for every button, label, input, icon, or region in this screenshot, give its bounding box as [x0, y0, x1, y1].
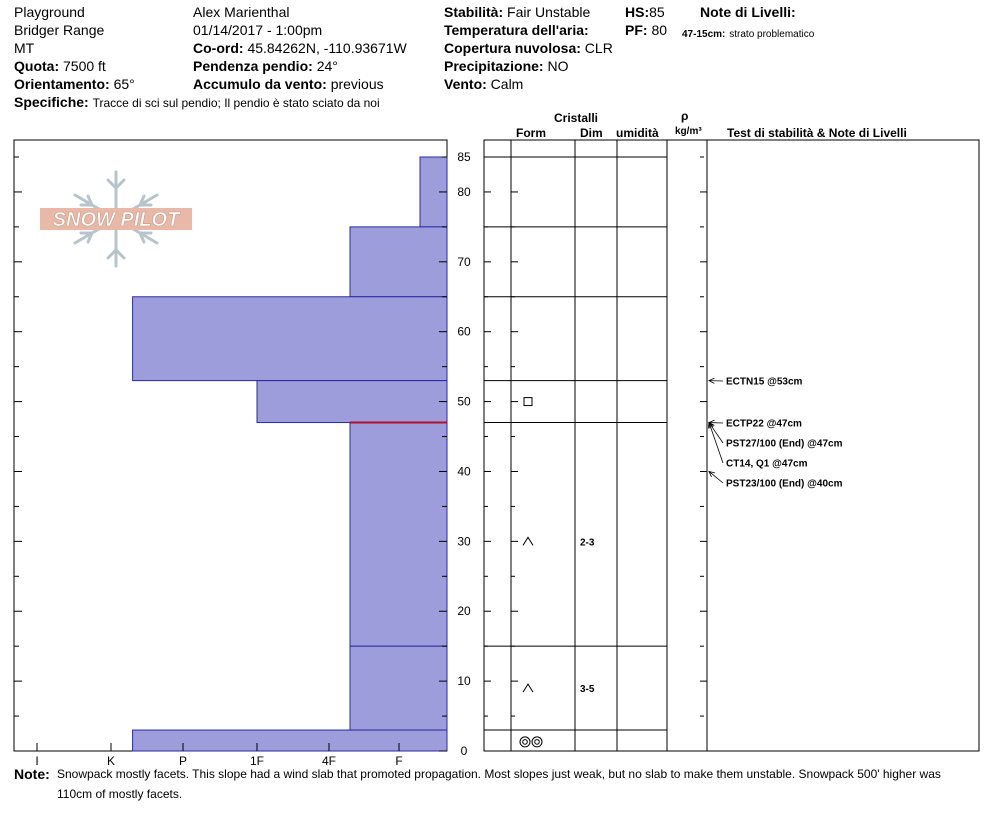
depth-tick-label: 50 — [457, 394, 471, 409]
coord-value: 45.84262N, -110.93671W — [247, 40, 407, 56]
stability-test-label: PST27/100 (End) @47cm — [726, 438, 843, 450]
range-name: Bridger Range — [14, 22, 105, 38]
depth-tick-label: 80 — [457, 184, 471, 199]
melt-outer-ring — [532, 737, 542, 747]
stability-test-label: ECTN15 @53cm — [726, 376, 803, 388]
layer-notes-label: Note di Livelli: — [700, 4, 796, 20]
crystal-entries — [520, 398, 595, 747]
melt-outer-ring — [520, 737, 530, 747]
stability-value: Fair Unstable — [507, 4, 591, 20]
hardness-tick-label: F — [395, 754, 403, 768]
hs-label: HS: — [625, 4, 650, 20]
crystal-form-melt-forms-icon — [520, 737, 542, 747]
depth-tick-label: 85 — [457, 150, 471, 164]
snowpilot-logo — [40, 172, 192, 266]
footer-note-line-1: Snowpack mostly facets. This slope had a wind slab that promoted propagation. Most slopes just weak, but no slab to make them unstable. Snowpack 500' higher was — [57, 767, 941, 781]
stability-test-label: CT14, Q1 @47cm — [726, 458, 808, 470]
wind-loading-value: previous — [330, 76, 384, 92]
precip-value: NO — [547, 58, 569, 74]
slope-label: Pendenza pendio: — [193, 58, 313, 74]
depth-tick-label: 10 — [457, 674, 471, 689]
crystal-form-depth-hoar-icon — [523, 684, 533, 692]
hardness-layers — [133, 157, 447, 751]
hardness-layer-bar — [257, 381, 447, 423]
stability-tests — [708, 377, 842, 490]
table-depth-ticks — [484, 157, 707, 751]
hardness-layer-bar — [133, 297, 447, 381]
test-leader-line — [709, 423, 723, 443]
coord-label: Co-ord: — [193, 40, 244, 56]
observer-name: Alex Marienthal — [193, 4, 290, 20]
elevation-value: 7500 ft — [63, 58, 106, 74]
dim-header: Dim — [580, 126, 603, 140]
location-name: Playground — [14, 4, 85, 20]
depth-tick-label: 30 — [457, 534, 471, 549]
hardness-tick-label: P — [178, 754, 188, 768]
footer-note-line-2: 110cm of mostly facets. — [57, 787, 183, 801]
density-unit-header: kg/m³ — [675, 126, 702, 137]
crystal-form-faceted-icon — [524, 398, 532, 406]
crystals-header: Cristalli — [554, 111, 599, 125]
melt-inner-ring — [535, 740, 540, 745]
wind-label: Vento: — [444, 76, 487, 92]
layer-note-depth: 47-15cm: — [682, 29, 726, 40]
hardness-layer-bar — [350, 227, 447, 297]
elevation-label: Quota: — [14, 58, 60, 74]
test-leader-line — [709, 423, 723, 463]
hardness-tick-label: K — [106, 754, 116, 768]
state-name: MT — [14, 40, 35, 56]
hardness-layer-bar — [350, 646, 447, 730]
depth-tick-label: 20 — [457, 604, 471, 619]
depth-tick-label: 60 — [457, 324, 471, 339]
wind-loading-label: Accumulo da vento: — [193, 76, 327, 92]
crystal-dim: 3-5 — [580, 684, 595, 696]
aspect-value: 65° — [113, 76, 135, 92]
moisture-header: umidità — [616, 126, 659, 140]
hardness-tick-label: 4F — [321, 754, 337, 768]
hardness-tick-label: 1F — [249, 754, 265, 768]
logo-text: SNOW PILOT — [52, 209, 180, 231]
pf-label: PF: — [625, 22, 648, 38]
depth-tick-label: 40 — [457, 464, 471, 479]
stability-label: Stabilità: — [444, 4, 504, 20]
rho-header: ρ — [681, 109, 689, 123]
observation-datetime: 01/14/2017 - 1:00pm — [193, 22, 323, 38]
air-temp-label: Temperatura dell'aria: — [444, 22, 589, 38]
footer-label: Note: — [14, 766, 50, 782]
form-header: Form — [516, 126, 546, 140]
depth-tick-label: 70 — [457, 254, 471, 269]
melt-inner-ring — [523, 740, 528, 745]
hardness-tick-label: I — [35, 754, 39, 768]
specifics-label: Specifiche: — [14, 94, 89, 110]
hardness-layer-bar — [350, 423, 447, 647]
sky-value: CLR — [584, 40, 613, 56]
hardness-layer-bar — [133, 730, 447, 751]
stability-test-label: ECTP22 @47cm — [726, 418, 802, 430]
hs-value: 85 — [649, 4, 665, 20]
crystal-dim: 2-3 — [580, 537, 595, 549]
tests-notes-header: Test di stabilità & Note di Livelli — [727, 126, 907, 140]
specifics-value: Tracce di sci sul pendio; Il pendio è stato sciato da noi — [92, 96, 380, 110]
depth-tick-label: 0 — [460, 744, 468, 758]
slope-value: 24° — [316, 58, 338, 74]
aspect-label: Orientamento: — [14, 76, 110, 92]
wind-value: Calm — [490, 76, 524, 92]
pf-value: 80 — [651, 22, 668, 38]
crystal-form-depth-hoar-icon — [523, 537, 533, 545]
precip-label: Precipitazione: — [444, 58, 544, 74]
test-leader-line — [709, 471, 723, 483]
sky-label: Copertura nuvolosa: — [444, 40, 581, 56]
layer-note-text: strato problematico — [729, 29, 815, 40]
stability-test-label: PST23/100 (End) @40cm — [726, 478, 843, 490]
